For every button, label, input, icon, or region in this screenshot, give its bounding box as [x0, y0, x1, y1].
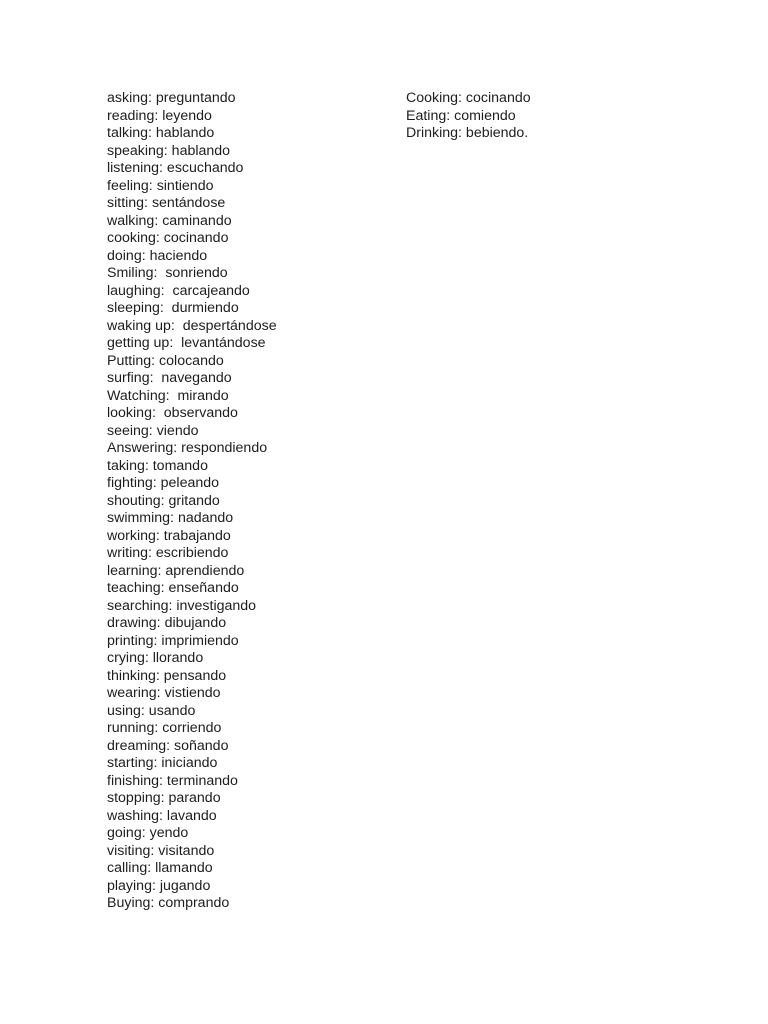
- list-item: starting: iniciando: [107, 755, 218, 771]
- list-item: taking: tomando: [107, 457, 208, 474]
- left-word-list: [107, 90, 387, 913]
- list-item: learning: aprendiendo: [107, 562, 245, 579]
- list-item: fighting: peleando: [107, 475, 220, 491]
- list-item: sitting: sentándose: [107, 195, 226, 211]
- list-item: Answering: respondiendo: [107, 440, 268, 456]
- list-item: Drinking: bebiendo.: [406, 125, 529, 141]
- list-item: running: corriendo: [107, 720, 222, 736]
- list-item: thinking: pensando: [107, 667, 227, 684]
- list-item: Watching: mirando: [107, 387, 229, 404]
- list-item: getting up: levantándose: [107, 335, 266, 351]
- list-item: going: yendo: [107, 825, 189, 841]
- list-item: searching: investigando: [107, 597, 257, 614]
- list-item: doing: haciendo: [107, 247, 208, 264]
- list-item: listening: escuchando: [107, 160, 244, 176]
- list-item: visiting: visitando: [107, 842, 215, 859]
- list-item: sleeping: durmiendo: [107, 300, 239, 316]
- list-item: writing: escribiendo: [107, 545, 229, 561]
- list-item: cooking: cocinando: [107, 230, 229, 246]
- list-item: walking: caminando: [107, 212, 232, 229]
- list-item: laughing: carcajeando: [107, 282, 250, 299]
- list-item: dreaming: soñando: [107, 737, 229, 754]
- right-word-list: [406, 90, 686, 143]
- list-item: waking up: despertándose: [107, 317, 277, 334]
- list-item: Cooking: cocinando: [406, 90, 531, 106]
- list-item: stopping: parando: [107, 790, 221, 806]
- list-item: wearing: vistiendo: [107, 685, 221, 701]
- list-item: Smiling: sonriendo: [107, 265, 228, 281]
- list-item: teaching: enseñando: [107, 580, 239, 596]
- list-item: reading: leyendo: [107, 107, 212, 124]
- list-item: washing: lavando: [107, 807, 217, 824]
- list-item: calling: llamando: [107, 860, 213, 876]
- list-item: Buying: comprando: [107, 895, 230, 911]
- list-item: looking: observando: [107, 405, 238, 421]
- list-item: speaking: hablando: [107, 142, 231, 159]
- list-item: talking: hablando: [107, 125, 215, 141]
- list-item: drawing: dibujando: [107, 615, 227, 631]
- list-item: playing: jugando: [107, 877, 211, 894]
- list-item: surfing: navegando: [107, 370, 232, 386]
- list-item: Putting: colocando: [107, 352, 224, 369]
- list-item: shouting: gritando: [107, 492, 220, 509]
- list-item: printing: imprimiendo: [107, 632, 239, 649]
- list-item: working: trabajando: [107, 527, 231, 544]
- list-item: asking: preguntando: [107, 90, 236, 106]
- list-item: finishing: terminando: [107, 772, 238, 789]
- list-item: seeing: viendo: [107, 422, 199, 439]
- list-item: using: usando: [107, 702, 196, 719]
- list-item: feeling: sintiendo: [107, 177, 214, 194]
- list-item: Eating: comiendo: [406, 107, 516, 124]
- list-item: swimming: nadando: [107, 510, 234, 526]
- list-item: crying: llorando: [107, 650, 204, 666]
